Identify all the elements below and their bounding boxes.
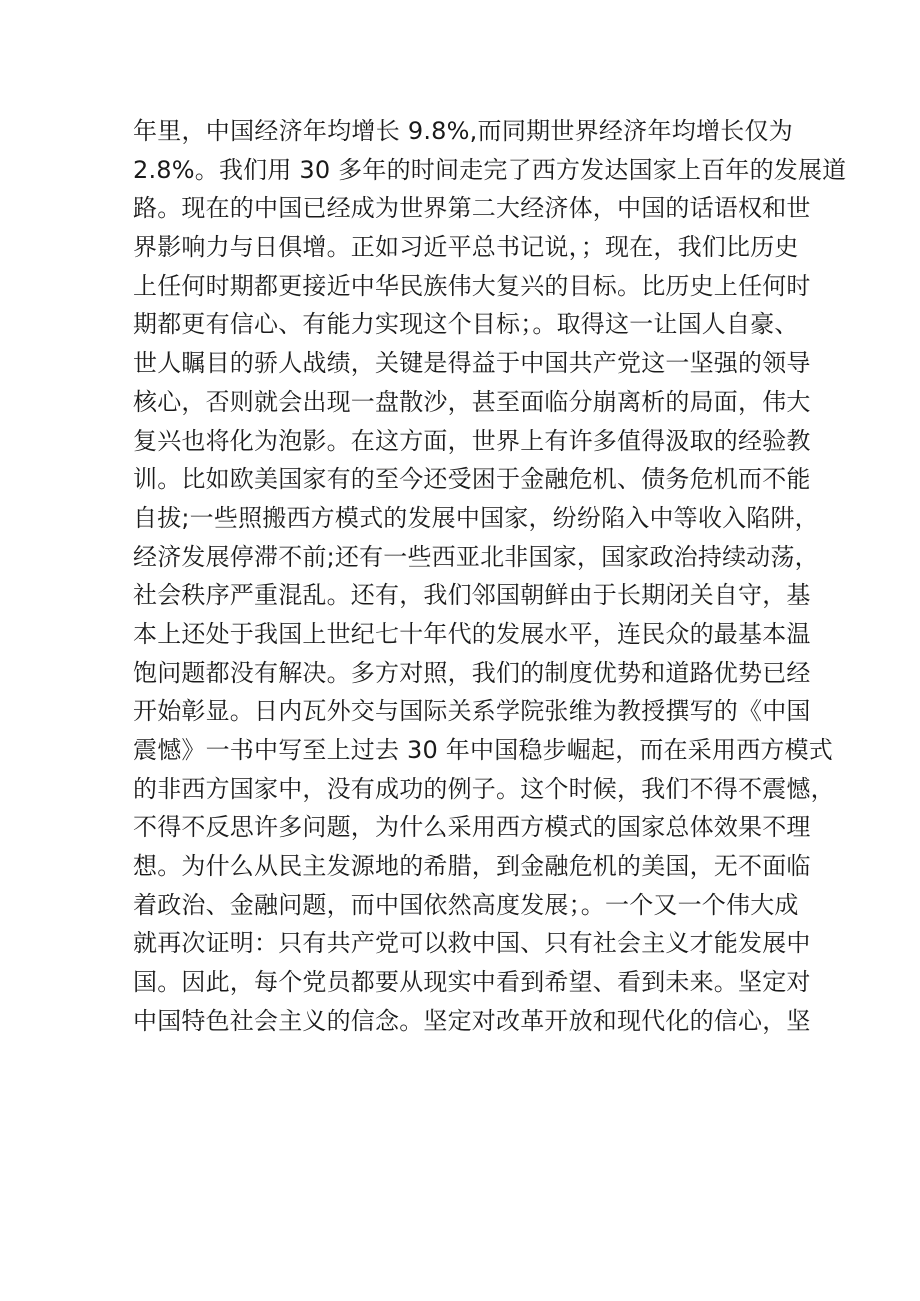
text-line-6: 期都更有信心、有能力实现这个目标；。取得这一让国人自豪、 [133,310,799,339]
text-line-3: 路。现在的中国已经成为世界第二大经济体，中国的话语权和世 [133,194,811,223]
text-line-11: 自拔;一些照搬西方模式的发展中国家，纷纷陷入中等收入陷阱， [133,503,819,532]
text-line-13: 社会秩序严重混乱。还有，我们邻国朝鲜由于长期闭关自守，基 [133,581,811,610]
text-line-20: 想。为什么从民主发源地的希腊，到金融危机的美国，无不面临 [133,852,811,881]
text-line-19: 不得不反思许多问题，为什么采用西方模式的国家总体效果不理 [133,813,811,842]
text-line-7: 世人瞩目的骄人战绩，关键是得益于中国共产党这一坚强的领导 [133,349,811,378]
text-line-5: 上任何时期都更接近中华民族伟大复兴的目标。比历史上任何时 [133,271,811,300]
text-line-16: 开始彰显。日内瓦外交与国际关系学院张维为教授撰写的《中国 [133,697,811,726]
text-line-2: 2.8%。我们用 30 多年的时间走完了西方发达国家上百年的发展道 [133,155,847,184]
text-line-18: 的非西方国家中，没有成功的例子。这个时候，我们不得不震憾， [133,774,835,803]
text-line-22: 就再次证明：只有共产党可以救中国、只有社会主义才能发展中 [133,929,811,958]
text-line-17: 震憾》一书中写至上过去 30 年中国稳步崛起，而在采用西方模式 [133,736,833,764]
text-line-8: 核心，否则就会出现一盘散沙，甚至面临分崩离析的局面，伟大 [133,387,811,416]
text-line-23: 国。因此，每个党员都要从现实中看到希望、看到未来。坚定对 [133,968,811,997]
text-line-1: 年里，中国经济年均增长 9.8%,而同期世界经济年均增长仅为 [133,117,793,145]
text-line-12: 经济发展停滞不前;还有一些西亚北非国家，国家政治持续动荡， [133,542,819,571]
text-line-9: 复兴也将化为泡影。在这方面，世界上有许多值得汲取的经验教 [133,426,811,455]
body-text [133,112,847,1041]
text-line-24: 中国特色社会主义的信念。坚定对改革开放和现代化的信心，坚 [133,1006,811,1035]
text-line-14: 本上还处于我国上世纪七十年代的发展水平，连民众的最基本温 [133,619,811,648]
text-line-15: 饱问题都没有解决。多方对照，我们的制度优势和道路优势已经 [133,658,811,687]
text-line-4: 界影响力与日俱增。正如习近平总书记说，；现在，我们比历史 [133,233,799,262]
text-line-10: 训。比如欧美国家有的至今还受困于金融危机、债务危机而不能 [133,465,811,494]
text-line-21: 着政治、金融问题，而中国依然高度发展；。一个又一个伟大成 [133,890,799,919]
